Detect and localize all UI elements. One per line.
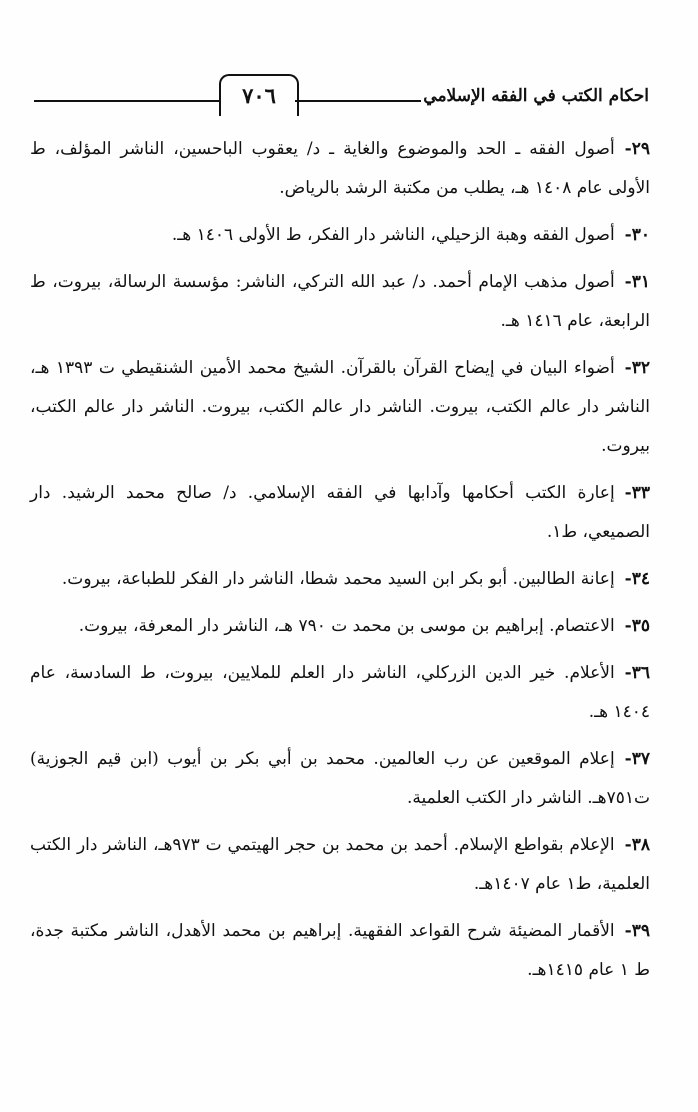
entry-text: أضواء البيان في إيضاح القرآن بالقرآن. الشيخ محمد الأمين الشنقيطي ت ١٣٩٣ هـ، الناشر دار عالم الكتب، بيروت. الناشر دار عالم الكتب، بيروت. الناشر دار عالم الكتب، بيروت. [30, 358, 650, 456]
entry-text: إعارة الكتب أحكامها وآدابها في الفقه الإسلامي. د/ صالح محمد الرشيد. دار الصميعي، ط١. [30, 483, 650, 542]
entry-text: الإعلام بقواطع الإسلام. أحمد بن محمد بن حجر الهيتمي ت ٩٧٣هـ، الناشر دار الكتب العلمية، ط١ عام ١٤٠٧هـ. [30, 835, 650, 894]
entry-number: ٣٥- [624, 616, 650, 636]
bibliography-entry [30, 607, 650, 646]
entry-text: أصول الفقه وهبة الزحيلي، الناشر دار الفكر، ط الأولى ١٤٠٦ هـ. [171, 225, 615, 245]
bibliography-entry [30, 826, 650, 904]
bibliography-entry [30, 349, 650, 466]
entry-number: ٣٢- [624, 358, 650, 378]
entry-text: إعلام الموقعين عن رب العالمين. محمد بن أبي بكر بن أيوب (ابن قيم الجوزية) ت٧٥١هـ. الناشر دار الكتب العلمية. [30, 749, 650, 808]
entry-number: ٣٨- [624, 835, 650, 855]
bibliography-entry [30, 263, 650, 341]
entry-number: ٣٣- [624, 483, 650, 503]
entry-text: أصول مذهب الإمام أحمد. د/ عبد الله التركي، الناشر: مؤسسة الرسالة، بيروت، ط الرابعة، عام ١٤١٦ هـ. [30, 272, 650, 331]
bibliography-entry [30, 560, 650, 599]
entry-text: إعانة الطالبين. أبو بكر ابن السيد محمد شطا، الناشر دار الفكر للطباعة، بيروت. [61, 569, 615, 589]
entry-number: ٣٤- [624, 569, 650, 589]
entry-text: الاعتصام. إبراهيم بن موسى بن محمد ت ٧٩٠ هـ، الناشر دار المعرفة، بيروت. [78, 616, 615, 636]
bibliography-entry [30, 216, 650, 255]
entry-number: ٣٦- [624, 663, 650, 683]
page-number: ٧٠٦ [219, 74, 299, 116]
entry-number: ٣٠- [624, 225, 650, 245]
entry-number: ٣٧- [624, 749, 650, 769]
bibliography-entry [30, 912, 650, 990]
page-header [34, 72, 649, 122]
bibliography-entry [30, 654, 650, 732]
entry-number: ٣٩- [624, 921, 650, 941]
bibliography-entry [30, 474, 650, 552]
entry-number: ٣١- [624, 272, 650, 292]
bibliography-list [30, 130, 650, 998]
entry-text: الأعلام. خير الدين الزركلي، الناشر دار العلم للملايين، بيروت، ط السادسة، عام ١٤٠٤ هـ. [30, 663, 650, 722]
entry-text: الأقمار المضيئة شرح القواعد الفقهية. إبراهيم بن محمد الأهدل، الناشر مكتبة جدة، ط ١ عام ١٤١٥هـ. [30, 921, 650, 980]
header-rule-middle [295, 100, 421, 102]
header-rule-left [34, 100, 219, 102]
bibliography-entry [30, 130, 650, 208]
entry-text: أصول الفقه ـ الحد والموضوع والغاية ـ د/ يعقوب الباحسين، الناشر المؤلف، ط الأولى عام ١٤٠٨ هـ، يطلب من مكتبة الرشد بالرياض. [30, 139, 650, 198]
bibliography-entry [30, 740, 650, 818]
entry-number: ٢٩- [624, 139, 650, 159]
running-title: احكام الكتب في الفقه الإسلامي [423, 86, 649, 106]
